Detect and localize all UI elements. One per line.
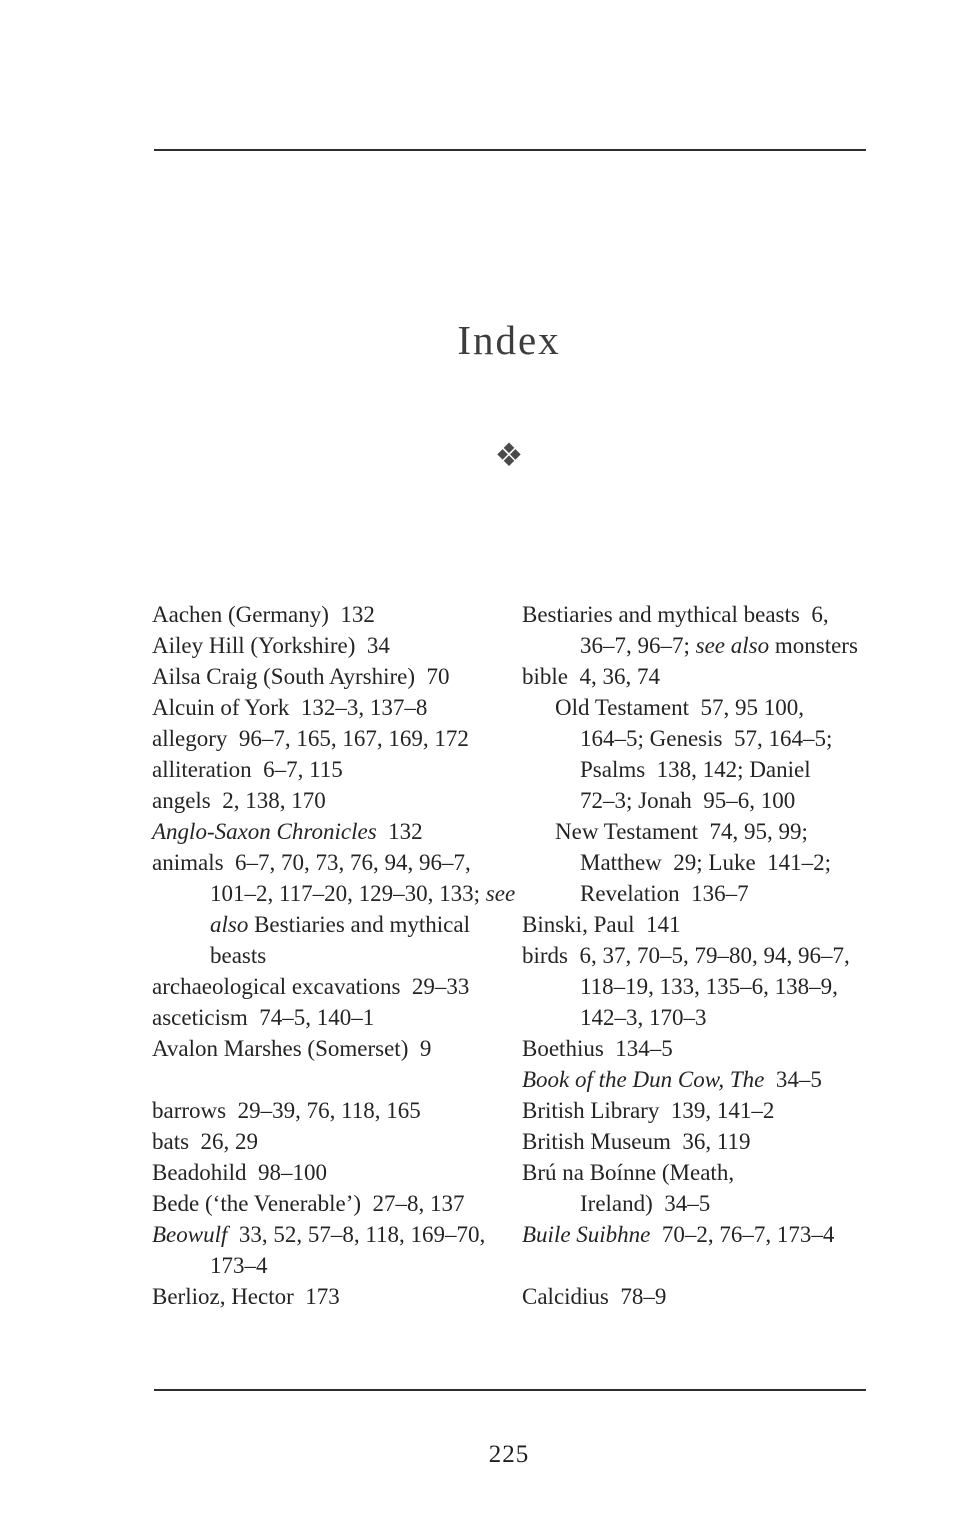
page-number: 225 [488,1441,530,1468]
index-line [522,909,887,940]
index-line [152,1095,517,1126]
index-column-right [522,599,887,1312]
page-title: Index [457,317,561,363]
index-entry-text: bats 26, 29 [152,1129,259,1154]
index-entry-text: Avalon Marshes (Somerset) 9 [152,1036,432,1061]
index-entry-text: 164–5; Genesis 57, 164–5; [580,726,833,751]
index-entry-text: 132 [376,819,423,844]
index-entry-text: 173–4 [210,1253,268,1278]
index-line [152,1157,517,1188]
index-line [522,692,887,723]
index-entry-text: Ailey Hill (Yorkshire) 34 [152,633,390,658]
index-line [152,723,517,754]
index-entry-text: Bestiaries and mythical beasts 6, [522,602,829,627]
index-entry-text: beasts [210,943,267,968]
index-entry-text: 142–3, 170–3 [580,1005,707,1030]
index-line [522,630,887,661]
index-entry-italic-text: Beowulf [152,1222,228,1247]
index-line [152,1188,517,1219]
index-line [152,754,517,785]
index-line [152,630,517,661]
index-entry-text: Psalms 138, 142; Daniel [580,757,811,782]
index-entry-italic-text: Anglo-Saxon Chronicles [152,819,377,844]
index-entry-text: 70–2, 76–7, 173–4 [650,1222,835,1247]
index-entry-italic-text: see [485,881,516,906]
index-line [152,599,517,630]
index-entry-text: Binski, Paul 141 [522,912,681,937]
index-entry-text: New Testament 74, 95, 99; [555,819,808,844]
index-entry-text: Bestiaries and mythical [248,912,470,937]
index-entry-text: Brú na Boínne (Meath, [522,1160,735,1185]
index-blank-line [152,1064,517,1095]
index-line [522,971,887,1002]
index-line [152,1002,517,1033]
index-entry-text: Berlioz, Hector 173 [152,1284,340,1309]
index-entry-text: Ireland) 34–5 [580,1191,711,1216]
index-entry-text: Alcuin of York 132–3, 137–8 [152,695,428,720]
index-entry-text: 36–7, 96–7; [580,633,696,658]
index-line [152,847,517,878]
index-entry-text: Aachen (Germany) 132 [152,602,375,627]
index-entry-text: British Museum 36, 119 [522,1129,751,1154]
index-line [522,1219,887,1250]
index-line [152,785,517,816]
index-line [152,1126,517,1157]
index-entry-text: asceticism 74–5, 140–1 [152,1005,375,1030]
index-entry-text: barrows 29–39, 76, 118, 165 [152,1098,421,1123]
index-entry-text: Ailsa Craig (South Ayrshire) 70 [152,664,450,689]
index-entry-text: 101–2, 117–20, 129–30, 133; [210,881,486,906]
index-line [522,661,887,692]
index-line [152,940,517,971]
index-line [522,1064,887,1095]
index-entry-text: Beadohild 98–100 [152,1160,328,1185]
index-entry-italic-text: Buile Suibhne [522,1222,651,1247]
top-rule-divider [154,149,866,151]
index-line [522,1126,887,1157]
index-line [522,785,887,816]
index-line [152,1033,517,1064]
index-line [152,1250,517,1281]
index-line [522,1281,887,1312]
index-line [522,1157,887,1188]
bottom-rule-divider [154,1389,866,1391]
index-entry-text: 33, 52, 57–8, 118, 169–70, [227,1222,486,1247]
index-line [522,940,887,971]
index-entry-text: birds 6, 37, 70–5, 79–80, 94, 96–7, [522,943,850,968]
index-entry-text: monsters [769,633,858,658]
index-line [152,1281,517,1312]
index-line [522,1095,887,1126]
index-entry-text: Boethius 134–5 [522,1036,673,1061]
index-entry-text: Revelation 136–7 [580,881,749,906]
index-line [522,754,887,785]
index-line [152,878,517,909]
index-entry-text: 72–3; Jonah 95–6, 100 [580,788,796,813]
index-entry-text: archaeological excavations 29–33 [152,974,470,999]
index-entry-italic-text: Book of the Dun Cow, The [522,1067,765,1092]
index-entry-text: Old Testament 57, 95 100, [555,695,805,720]
index-entry-text: animals 6–7, 70, 73, 76, 94, 96–7, [152,850,471,875]
index-entry-text: allegory 96–7, 165, 167, 169, 172 [152,726,469,751]
index-line [522,1188,887,1219]
index-entry-text: British Library 139, 141–2 [522,1098,775,1123]
index-entry-text: alliteration 6–7, 115 [152,757,343,782]
index-line [522,1002,887,1033]
index-line [522,723,887,754]
index-line [522,599,887,630]
index-line [522,816,887,847]
index-entry-italic-text: see also [695,633,770,658]
fleuron-ornament-icon: ❖ [494,437,524,473]
index-blank-line [522,1250,887,1281]
index-entry-text: Matthew 29; Luke 141–2; [580,850,832,875]
index-line [152,909,517,940]
index-entry-text: bible 4, 36, 74 [522,664,660,689]
index-entry-text: 34–5 [764,1067,822,1092]
index-entry-text: Bede (‘the Venerable’) 27–8, 137 [152,1191,465,1216]
index-column-left [152,599,517,1312]
index-line [152,661,517,692]
index-entry-text: angels 2, 138, 170 [152,788,326,813]
index-line [152,816,517,847]
index-line [152,692,517,723]
index-line [522,847,887,878]
index-line [152,971,517,1002]
index-entry-text: 118–19, 133, 135–6, 138–9, [580,974,838,999]
index-entry-italic-text: also [210,912,249,937]
index-entry-text: Calcidius 78–9 [522,1284,667,1309]
index-line [152,1219,517,1250]
index-line [522,1033,887,1064]
index-line [522,878,887,909]
